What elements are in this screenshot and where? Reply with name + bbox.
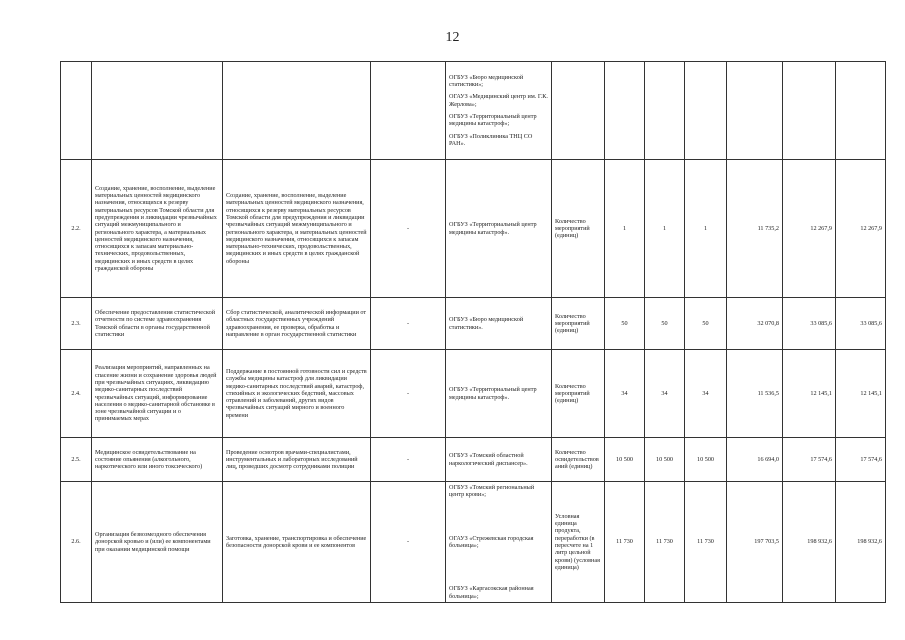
- dash-cell: -: [371, 482, 446, 603]
- indicator-cell: Количество мероприятий (единиц): [552, 160, 605, 298]
- row-number: 2.6.: [61, 482, 92, 603]
- value-cell: 50: [605, 298, 645, 350]
- value-cell: 198 932,6: [783, 482, 836, 603]
- executor-name: ОГБУЗ «Бюро медицинской статистики».: [449, 316, 524, 331]
- executor-name: ОГБУЗ «Бюро медицинской статистики»;: [449, 73, 524, 89]
- table-row: [61, 62, 886, 160]
- executors-cell: [446, 62, 552, 160]
- value-cell: 11 735,2: [727, 160, 783, 298]
- executor-name: ОГБУЗ «Территориальный центр медицины катастроф»;: [449, 113, 537, 128]
- activity-name: Реализация мероприятий, направленных на спасение жизни и сохранение здоровья людей при чрезвычайных ситуациях, ликвидацию медико-санитарных последствий чрезвычайных ситуаций, информирование населения о медико-санитарной обстановке в зоне чрезвычайной ситуации и о принимаемых мерах: [92, 350, 223, 438]
- indicator-cell: Количество мероприятий (единиц): [552, 298, 605, 350]
- activity-description: Заготовка, хранение, транспортировка и обеспечение безопасности донорской крови и ее компонентов: [223, 482, 371, 603]
- table-row: [61, 350, 886, 438]
- executor-name: ОГБУЗ «Томский региональный центр крови»;: [449, 484, 535, 499]
- value-cell: 10 500: [605, 438, 645, 482]
- table-row: [61, 298, 886, 350]
- dash-cell: -: [371, 438, 446, 482]
- activity-name: Медицинское освидетельствование на состояние опьянения (алкогольного, наркотического или иного токсического): [92, 438, 223, 482]
- value-cell: 33 085,6: [836, 298, 886, 350]
- executor-name: ОГБУЗ «Поликлиника ТНЦ СО РАН».: [449, 132, 533, 147]
- value-cell: 34: [685, 350, 727, 438]
- activity-description: Сбор статистической, аналитической информации от областных государственных учреждений здравоохранения, ее проверка, обработка и направление в орган государственной статистики: [223, 298, 371, 350]
- executor-name: ОГБУЗ «Томский областной наркологический диспансер».: [449, 452, 528, 467]
- value-cell: 12 145,1: [836, 350, 886, 438]
- value-cell: 10 500: [685, 438, 727, 482]
- table-row: [61, 160, 886, 298]
- value-cell: 10 500: [645, 438, 685, 482]
- row-number: 2.4.: [61, 350, 92, 438]
- dash-cell: -: [371, 298, 446, 350]
- indicator-cell: Количество мероприятий (единиц): [552, 350, 605, 438]
- activity-description: Создание, хранение, восполнение, выделение материальных ценностей медицинского назначения, относящихся к резерву материальных ресурсов Томской области для предупреждения и ликвидации чрезвычайных ситуаций межмуниципального и регионального характера, и материальных ценностей медицинского назначения, относящихся к запасам материально-технических, продовольственных, медицинских и иных средств в целях гражданской обороны: [223, 160, 371, 298]
- program-table: [60, 61, 886, 603]
- value-cell: 1: [685, 160, 727, 298]
- row-number: 2.5.: [61, 438, 92, 482]
- executors-cell: [446, 160, 552, 298]
- value-cell: 12 145,1: [783, 350, 836, 438]
- dash-cell: -: [371, 160, 446, 298]
- activity-description: Проведение осмотров врачами-специалистами, инструментальных и лабораторных исследований лиц, проведших досмотр сотрудниками полиции: [223, 438, 371, 482]
- value-cell: 33 085,6: [783, 298, 836, 350]
- value-cell: 12 267,9: [783, 160, 836, 298]
- value-cell: 197 703,5: [727, 482, 783, 603]
- table-row: [61, 438, 886, 482]
- value-cell: 50: [645, 298, 685, 350]
- executor-name: ОГАУЗ «Стрежевская городская больница»;: [449, 534, 534, 549]
- value-cell: 17 574,6: [783, 438, 836, 482]
- value-cell: 11 730: [605, 482, 645, 603]
- value-cell: 198 932,6: [836, 482, 886, 603]
- value-cell: 11 536,5: [727, 350, 783, 438]
- value-cell: 32 070,8: [727, 298, 783, 350]
- executors-cell: [446, 350, 552, 438]
- value-cell: 34: [645, 350, 685, 438]
- executor-name: ОГБУЗ «Территориальный центр медицины катастроф».: [449, 386, 537, 401]
- indicator-cell: Количество освидетельствований (единиц): [552, 438, 605, 482]
- value-cell: 12 267,9: [836, 160, 886, 298]
- value-cell: 50: [685, 298, 727, 350]
- value-cell: 17 574,6: [836, 438, 886, 482]
- executors-cell: [446, 438, 552, 482]
- row-number: 2.2.: [61, 160, 92, 298]
- executor-name: ОГАУЗ «Медицинский центр им. Г.К. Жерлова»;: [449, 93, 548, 108]
- dash-cell: -: [371, 350, 446, 438]
- activity-description: Поддержание в постоянной готовности сил и средств службы медицины катастроф для ликвидации медико-санитарных последствий аварий, катастроф, стихийных и экологических бедствий, массовых отравлений и заболеваний, других видов чрезвычайных ситуаций мирного и военного времени: [223, 350, 371, 438]
- activity-name: Создание, хранение, восполнение, выделение материальных ценностей медицинского назначения, относящихся к резерву материальных ресурсов Томской области для предупреждения и ликвидации чрезвычайных ситуаций межмуниципального и регионального характера, а материальных ценностей медицинского назначения, относящихся к запасам материально-технических, продовольственных, медицинских и иных средств в целях гражданской обороны: [92, 160, 223, 298]
- value-cell: 1: [645, 160, 685, 298]
- activity-name: Организация безвозмездного обеспечения донорской кровью и (или) ее компонентами при оказании медицинской помощи: [92, 482, 223, 603]
- table-row: [61, 482, 886, 603]
- indicator-cell: Условная единица продукта, переработки (в пересчете на 1 литр цельной крови) (условная единица): [552, 482, 605, 603]
- value-cell: 34: [605, 350, 645, 438]
- value-cell: 16 694,0: [727, 438, 783, 482]
- value-cell: 1: [605, 160, 645, 298]
- activity-name: Обеспечение предоставления статистической отчетности по системе здравоохранения Томской области в органы государственной статистики: [92, 298, 223, 350]
- executors-cell: [446, 298, 552, 350]
- row-number: 2.3.: [61, 298, 92, 350]
- value-cell: 11 730: [645, 482, 685, 603]
- executors-cell: [446, 482, 552, 603]
- value-cell: 11 730: [685, 482, 727, 603]
- page-number: 12: [445, 30, 460, 45]
- executor-name: ОГБУЗ «Территориальный центр медицины катастроф».: [449, 221, 537, 236]
- executor-name: ОГБУЗ «Каргасокская районная больница»;: [449, 585, 534, 600]
